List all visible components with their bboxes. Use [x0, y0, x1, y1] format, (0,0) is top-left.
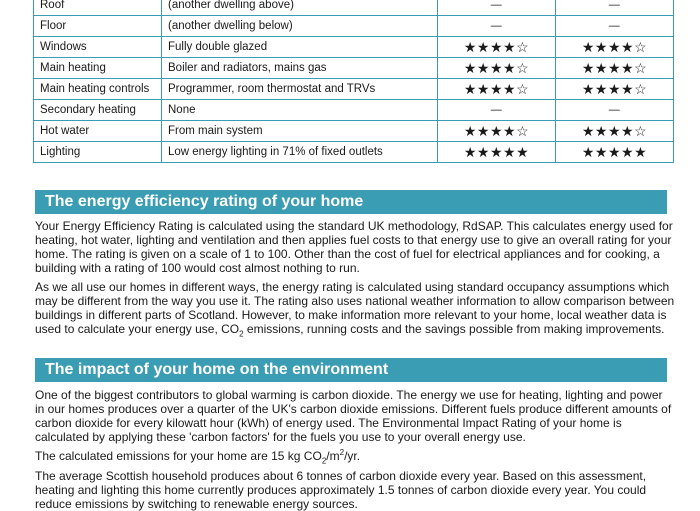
- emissions-text-b: /m: [326, 449, 340, 463]
- feature-element-cell: Main heating: [34, 58, 162, 79]
- feature-description-cell: Programmer, room thermostat and TRVs: [162, 79, 438, 100]
- energy-rating-cell: ★★★★★: [438, 142, 556, 163]
- feature-description-cell: (another dwelling below): [162, 16, 438, 37]
- feature-element-cell: Floor: [34, 16, 162, 37]
- efficiency-paragraph-1: Your Energy Efficiency Rating is calculated using the standard UK methodology, RdSAP. This calculates energy used for heating, hot water, lighting and ventilation and then applies fuel costs to that energy use to give an overall rating for your home. The rating is given on a scale of 1 to 100. Other than the cost of fuel for electrical appliances and for cooking, a building with a rating of 100 would cost almost nothing to run.: [35, 219, 673, 275]
- feature-element-cell: Roof: [34, 0, 162, 16]
- energy-rating-cell: ★★★★☆: [438, 37, 556, 58]
- features-table: [33, 0, 674, 163]
- feature-description-cell: None: [162, 100, 438, 121]
- feature-row: [34, 58, 674, 79]
- emissions-m2-superscript: 2: [339, 448, 345, 457]
- feature-description-cell: Fully double glazed: [162, 37, 438, 58]
- efficiency-co2-subscript: 2: [239, 329, 244, 339]
- energy-rating-cell: —: [438, 0, 556, 16]
- environmental-rating-cell: ★★★★☆: [556, 37, 674, 58]
- feature-description-cell: Boiler and radiators, mains gas: [162, 58, 438, 79]
- feature-row: [34, 100, 674, 121]
- environmental-rating-cell: ★★★★★: [556, 142, 674, 163]
- feature-element-cell: Secondary heating: [34, 100, 162, 121]
- energy-rating-cell: —: [438, 100, 556, 121]
- emissions-co2-subscript: 2: [321, 456, 327, 466]
- feature-element-cell: Main heating controls: [34, 79, 162, 100]
- feature-row: [34, 37, 674, 58]
- energy-rating-cell: —: [438, 16, 556, 37]
- environmental-rating-cell: ★★★★☆: [556, 121, 674, 142]
- efficiency-paragraph-2-text-a: As we all use our homes in different ways, the energy rating is calculated using standard occupancy assumptions which may be different from the way you use it. The rating also uses national weather information to allow comparison between buildings in different parts of Scotland. However, to make information more relevant to your home, local weather data is used to calculate your energy use, CO: [35, 280, 675, 336]
- environmental-rating-cell: —: [556, 100, 674, 121]
- feature-element-cell: Hot water: [34, 121, 162, 142]
- emissions-text-c: /yr.: [344, 449, 361, 463]
- feature-row: [34, 79, 674, 100]
- efficiency-paragraph-2-text-b: emissions, running costs and the savings possible from making improvements.: [243, 322, 665, 336]
- feature-description-cell: (another dwelling above): [162, 0, 438, 16]
- environment-paragraph-3: The average Scottish household produces about 6 tonnes of carbon dioxide every year. Based on this assessment, heating and lighting this home currently produces approximately 1.5 tonnes of carbon dioxide every year. You could reduce emissions by switching to renewable energy sources.: [35, 469, 647, 511]
- feature-row: [34, 16, 674, 37]
- energy-rating-cell: ★★★★☆: [438, 121, 556, 142]
- feature-element-cell: Lighting: [34, 142, 162, 163]
- feature-row: [34, 142, 674, 163]
- environmental-rating-cell: —: [556, 16, 674, 37]
- environment-paragraph-2: [35, 448, 675, 466]
- feature-element-cell: Windows: [34, 37, 162, 58]
- energy-rating-cell: ★★★★☆: [438, 79, 556, 100]
- feature-description-cell: From main system: [162, 121, 438, 142]
- energy-rating-cell: ★★★★☆: [438, 58, 556, 79]
- environmental-rating-cell: ★★★★☆: [556, 58, 674, 79]
- efficiency-heading: The energy efficiency rating of your home: [35, 190, 667, 214]
- environment-paragraph-1: One of the biggest contributors to global warming is carbon dioxide. The energy we use for heating, lighting and power in our homes produces over a quarter of the UK's carbon dioxide emissions. Different fuels produce different amounts of carbon dioxide for every kilowatt hour (kWh) of energy used. The Environmental Impact Rating of your home is calculated by applying these 'carbon factors' for the fuels you use to your overall energy use.: [35, 388, 672, 444]
- emissions-text-a: The calculated emissions for your home are 15 kg CO: [35, 449, 322, 463]
- feature-description-cell: Low energy lighting in 71% of fixed outlets: [162, 142, 438, 163]
- environment-heading: The impact of your home on the environment: [35, 358, 667, 382]
- efficiency-paragraph-2: [35, 280, 675, 339]
- environmental-rating-cell: —: [556, 0, 674, 16]
- feature-row: [34, 0, 674, 16]
- environmental-rating-cell: ★★★★☆: [556, 79, 674, 100]
- features-table-body: [34, 0, 674, 163]
- feature-row: [34, 121, 674, 142]
